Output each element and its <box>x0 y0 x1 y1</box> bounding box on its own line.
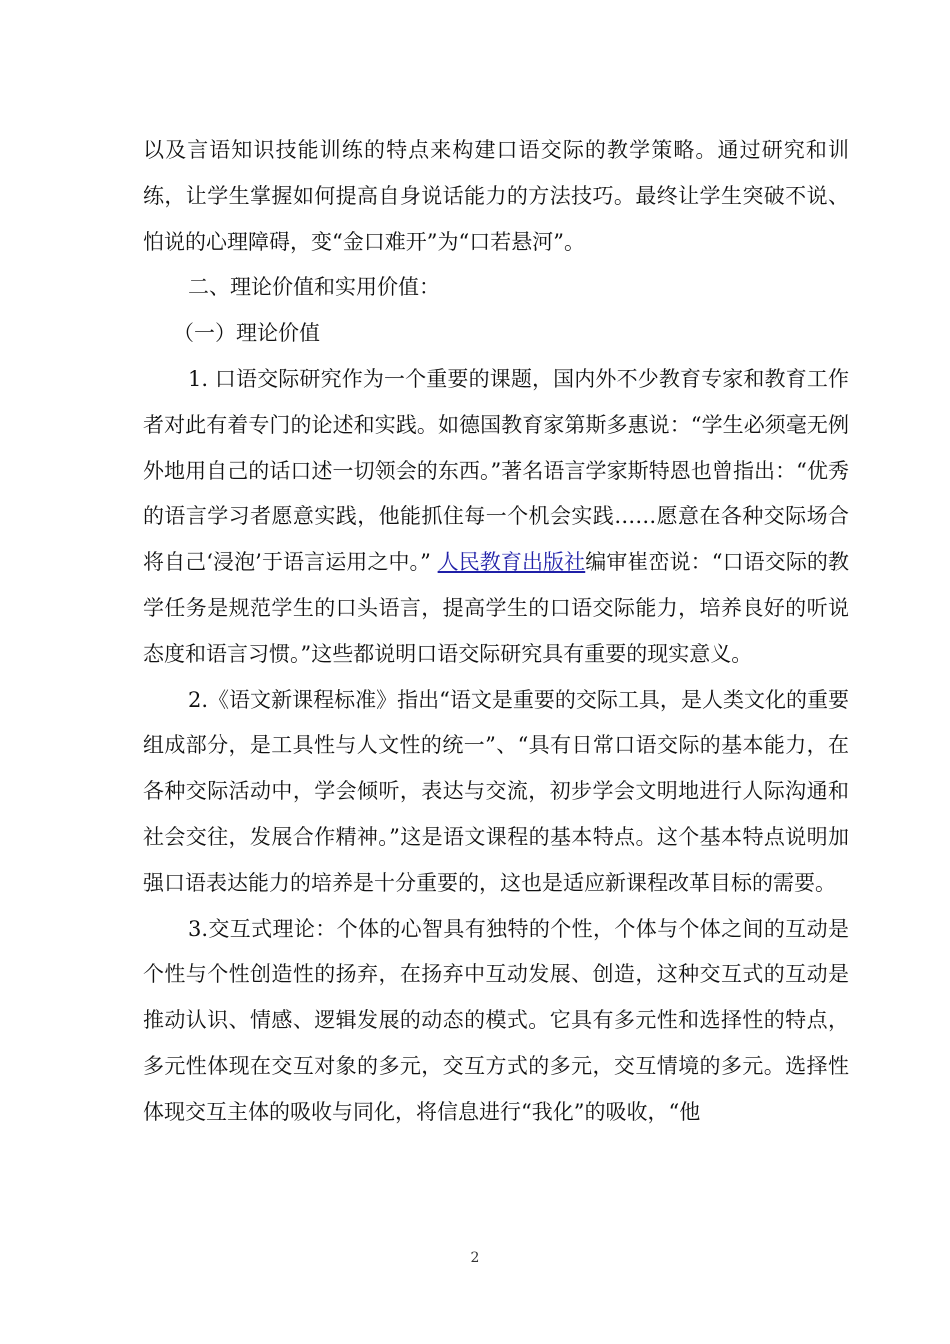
publisher-link[interactable]: 人民教育出版社 <box>437 550 586 575</box>
section-heading-values: 二、理论价值和实用价值： <box>188 275 440 300</box>
paragraph-2: 2.《语文新课程标准》指出“语文是重要的交际工具，是人类文化的重要组成部分，是工具性与人文性的统一”、“具有日常口语交际的基本能力，在各种交际活动中，学会倾听，表达与交流，初步学会文明地进行人际沟通和社会交往，发展合作精神。”这是语文课程的基本特点。这个基本特点说明加强口语表达能力的培养是十分重要的，这也是适应新课程改革目标的需要。 <box>143 687 849 895</box>
paragraph-1-text-b: 编审崔峦说：“口语交际的教学任务是规范学生的口头语言，提高学生的口语交际能力，培养良好的听说态度和语言习惯。”这些都说明口语交际研究具有重要的现实意义。 <box>143 550 849 666</box>
subsection-heading-theory: （一）理论价值 <box>173 321 320 346</box>
paragraph-1 <box>143 357 849 678</box>
document-body <box>143 128 849 1136</box>
paragraph-1-text-a: 1. 口语交际研究作为一个重要的课题，国内外不少教育专家和教育工作者对此有着专门的论述和实践。如德国教育家第斯多惠说：“学生必须毫无例外地用自己的话口述一切领会的东西。”著名语言学家斯特恩也曾指出：“优秀的语言学习者愿意实践，他能抓住每一个机会实践……愿意在各种交际场合将自己‘浸泡’于语言运用之中。” <box>143 366 849 575</box>
paragraph-3: 3.交互式理论：个体的心智具有独特的个性，个体与个体之间的互动是个性与个性创造性的扬弃，在扬弃中互动发展、创造，这种交互式的互动是推动认识、情感、逻辑发展的动态的模式。它具有多元性和选择性的特点，多元性体现在交互对象的多元，交互方式的多元，交互情境的多元。选择性体现交互主体的吸收与同化，将信息进行“我化”的吸收，“他 <box>143 916 849 1124</box>
paragraph-intro: 以及言语知识技能训练的特点来构建口语交际的教学策略。通过研究和训练，让学生掌握如何提高自身说话能力的方法技巧。最终让学生突破不说、怕说的心理障碍，变“金口难开”为“口若悬河”。 <box>143 138 849 254</box>
page-number: 2 <box>470 1250 480 1266</box>
